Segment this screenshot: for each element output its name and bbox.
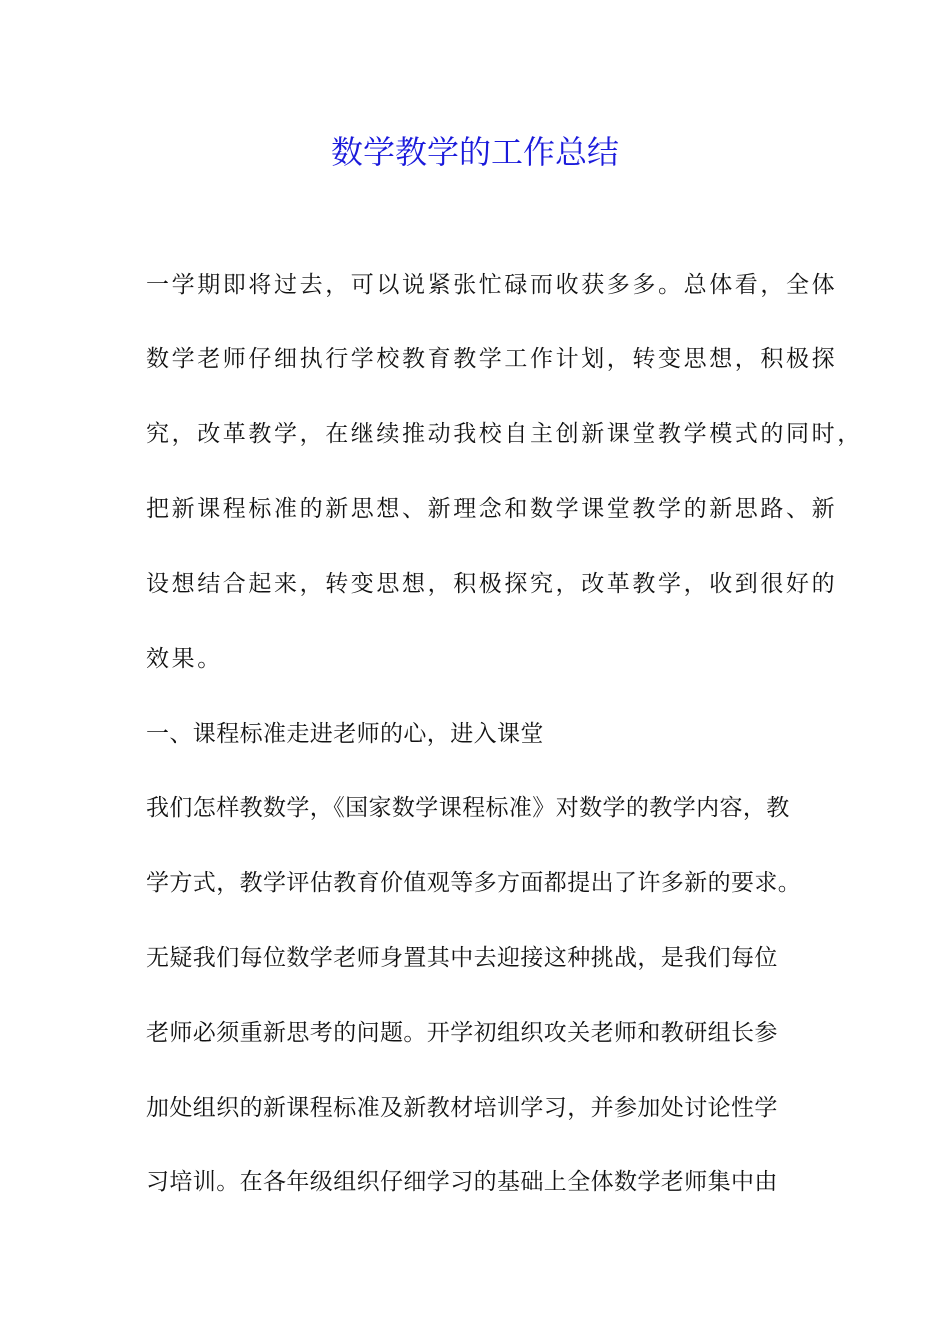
paragraph-line: 加处组织的新课程标准及新教材培训学习，并参加处讨论性学: [146, 1095, 778, 1121]
paragraph-line: 无疑我们每位数学老师身置其中去迎接这种挑战，是我们每位: [146, 945, 778, 971]
paragraph-line: 我们怎样教数学，《国家数学课程标准》对数学的教学内容，教: [146, 795, 790, 821]
paragraph-line: 究，改革教学，在继续推动我校自主创新课堂教学模式的同时，: [146, 421, 863, 447]
section-heading: 一、课程标准走进老师的心，进入课堂: [146, 721, 544, 747]
paragraph-line: 学方式，教学评估教育价值观等多方面都提出了许多新的要求。: [146, 870, 802, 896]
paragraph-line: 效果。: [146, 646, 223, 672]
paragraph-line: 习培训。在各年级组织仔细学习的基础上全体数学老师集中由: [146, 1169, 778, 1195]
paragraph-line: 设想结合起来，转变思想，积极探究，改革教学，收到很好的: [146, 571, 838, 597]
paragraph-line: 老师必须重新思考的问题。开学初组织攻关老师和教研组长参: [146, 1020, 778, 1046]
paragraph-line: 把新课程标准的新思想、新理念和数学课堂教学的新思路、新: [146, 496, 838, 522]
document-title: 数学教学的工作总结: [330, 133, 619, 171]
paragraph-line: 数学老师仔细执行学校教育教学工作计划，转变思想，积极探: [146, 346, 838, 372]
paragraph-line: 一学期即将过去，可以说紧张忙碌而收获多多。总体看，全体: [146, 272, 838, 298]
